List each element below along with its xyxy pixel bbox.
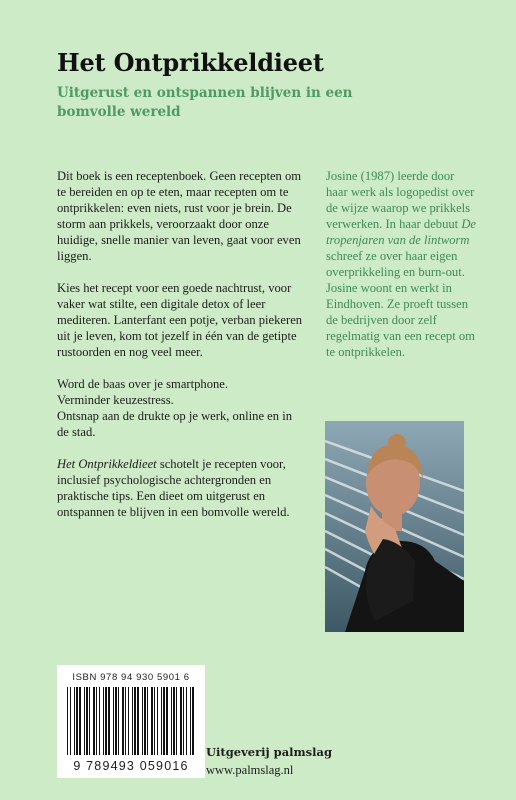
- bullet-lines: [57, 376, 305, 440]
- barcode-bar: [99, 687, 100, 755]
- intro-paragraph: Dit boek is een receptenboek. Geen recepten om te bereiden en op te eten, maar recepten om te ontprikkelen: even niets, rust voor je brein. De storm aan prikkels, veroorzaakt door onze huidige, snelle manier van leven, gaat voor even liggen.: [57, 169, 302, 263]
- barcode-bar: [186, 687, 187, 755]
- barcode-bar: [166, 687, 168, 755]
- barcode-bar: [147, 687, 148, 755]
- barcode-bar: [161, 687, 162, 755]
- publisher-website: www.palmslag.nl: [206, 763, 294, 777]
- book-subtitle: Uitgerust en ontspannen blijven in een bomvolle wereld: [57, 85, 353, 120]
- barcode-bar: [89, 687, 90, 755]
- barcode-bar: [157, 687, 158, 755]
- barcode-bar: [180, 687, 182, 755]
- bullet-line: Word de baas over je smartphone.: [57, 377, 229, 391]
- closing-text: schotelt je recepten voor, inclusief psychologische achtergronden en praktische tips. Een dieet om uitgerust en ontspannen te blijven in een bomvolle wereld.: [57, 457, 290, 519]
- barcode-bar: [79, 687, 81, 755]
- barcode-bar: [103, 687, 104, 755]
- barcode-bar: [173, 687, 175, 755]
- barcode-bar: [96, 687, 97, 755]
- barcode-bar: [142, 687, 143, 755]
- barcode-bar: [70, 687, 71, 755]
- book-title: Het Ontprikkeldieet: [57, 48, 324, 77]
- barcode-bar: [86, 687, 88, 755]
- barcode-bar: [144, 687, 146, 755]
- barcode-bar: [176, 687, 177, 755]
- barcode-bar: [125, 687, 126, 755]
- closing-paragraph: [57, 456, 305, 520]
- bio-text-1: Josine (1987) leerde door haar werk als logopedist over de wijze waarop we prikkels verwerken. In haar debuut: [326, 169, 475, 231]
- bio-text-2: schreef ze over haar eigen overprikkeling en burn-out. Josine woont en werkt in Eindhoven. Ze proeft tussen de bedrijven door zelf regelmatig van een recept om te ontprikkelen.: [326, 249, 475, 359]
- barcode-bar: [67, 687, 68, 755]
- barcode-bar: [128, 687, 129, 755]
- barcode-bar: [76, 687, 78, 755]
- barcode-bar: [183, 687, 184, 755]
- barcode-bar: [154, 687, 155, 755]
- barcode-bar: [113, 687, 114, 755]
- barcode-bar: [151, 687, 153, 755]
- recipes-paragraph: Kies het recept voor een goede nachtrust, voor vaker wat stilte, een digitale detox of leer mediteren. Lanterfant een potje, verban piekeren uit je leven, kom tot jezelf in één van de getipte rustoorden en nog veel meer.: [57, 281, 303, 359]
- barcode-bar: [115, 687, 117, 755]
- author-photo: [325, 421, 464, 632]
- barcode-bar: [171, 687, 172, 755]
- barcode-bar: [108, 687, 110, 755]
- barcode-bar: [134, 687, 136, 755]
- blurb-column: [57, 168, 305, 536]
- isbn-barcode: [57, 665, 205, 778]
- barcode-bar: [93, 687, 95, 755]
- barcode-bar: [137, 687, 139, 755]
- barcode-bar: [84, 687, 85, 755]
- publisher-name: Uitgeverij palmslag: [206, 745, 333, 759]
- barcode-bar: [118, 687, 119, 755]
- author-photo-illustration: [325, 421, 464, 632]
- bullet-line: Verminder keuzestress.: [57, 393, 174, 407]
- barcode-bar: [192, 687, 194, 755]
- barcode-digits: 9 789493 059016: [73, 759, 189, 773]
- barcode-bar: [105, 687, 107, 755]
- barcode-bar: [74, 687, 75, 755]
- bullet-line: Ontsnap aan de drukte op je werk, online en in de stad.: [57, 409, 293, 439]
- author-bio: [326, 168, 476, 360]
- closing-book-title: Het Ontprikkeldieet: [57, 457, 157, 471]
- barcode-bar: [122, 687, 124, 755]
- barcode-bar: [132, 687, 133, 755]
- barcode-bar: [190, 687, 191, 755]
- debut-title: De tropenjaren van de lintworm: [326, 217, 477, 247]
- isbn-label: ISBN 978 94 930 5901 6: [72, 672, 190, 683]
- barcode-bar: [163, 687, 165, 755]
